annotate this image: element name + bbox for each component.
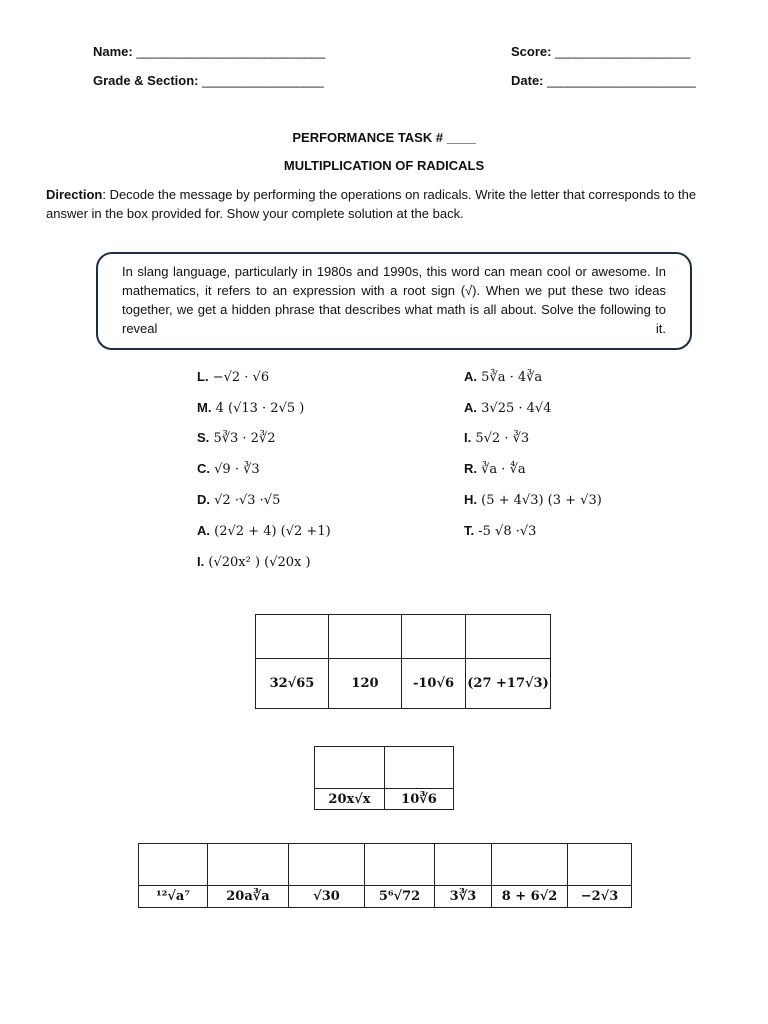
answer-table-3 (138, 843, 632, 908)
date-field[interactable] (511, 73, 695, 88)
problem-l (197, 369, 269, 385)
answer-value: 5⁶√72 (365, 886, 435, 908)
problem-t (464, 523, 536, 539)
direction-paragraph (46, 185, 718, 223)
intro-box (96, 252, 692, 350)
answer-value: 10∛6 (385, 789, 454, 810)
answer-value: -10√6 (402, 659, 466, 709)
answer-box[interactable] (315, 747, 385, 789)
problem-letter: M. (197, 400, 212, 415)
problem-i-right (464, 430, 529, 446)
name-field[interactable] (93, 44, 325, 59)
problem-expression: ∛a · ∜a (481, 462, 526, 477)
answer-box[interactable] (365, 844, 435, 886)
problem-letter: A. (464, 369, 477, 384)
answer-box[interactable] (139, 844, 208, 886)
problem-a-left (197, 523, 331, 539)
date-line: ______________________ (547, 73, 696, 88)
problem-h (464, 492, 602, 508)
date-label: Date: (511, 73, 544, 88)
problem-c (197, 461, 260, 477)
score-field[interactable] (511, 44, 690, 59)
answer-value: 20x√x (315, 789, 385, 810)
answer-value: ¹²√a⁷ (139, 886, 208, 908)
name-label: Name: (93, 44, 133, 59)
score-line: ____________________ (555, 44, 690, 59)
score-label: Score: (511, 44, 552, 59)
answer-box[interactable] (402, 615, 466, 659)
problem-letter: A. (197, 523, 210, 538)
answer-value: 8 + 6√2 (492, 886, 568, 908)
problem-expression: (2√2 + 4) (√2 +1) (214, 524, 331, 539)
problem-expression: 3√25 · 4√4 (481, 401, 552, 416)
problem-letter: I. (464, 430, 472, 445)
answer-box[interactable] (385, 747, 454, 789)
problem-expression: √2 ·√3 ·√5 (214, 493, 281, 508)
answer-box[interactable] (435, 844, 492, 886)
problem-i-left (197, 554, 311, 570)
problem-expression: 5∛a · 4∛a (481, 370, 543, 385)
problem-letter: L. (197, 369, 209, 384)
answer-box[interactable] (329, 615, 402, 659)
problem-letter: T. (464, 523, 475, 538)
problem-m (197, 400, 304, 416)
problem-letter: I. (197, 554, 205, 569)
problem-expression: √9 · ∛3 (214, 462, 260, 477)
answer-value: √30 (289, 886, 365, 908)
task-subtitle: MULTIPLICATION OF RADICALS (283, 158, 485, 173)
problem-a-right-1 (464, 369, 542, 385)
problem-expression: 5∛3 · 2∛2 (213, 431, 276, 446)
problem-letter: A. (464, 400, 477, 415)
problem-d (197, 492, 280, 508)
problem-letter: S. (197, 430, 210, 445)
answer-value: (27 +17√3) (466, 659, 551, 709)
answer-box[interactable] (256, 615, 329, 659)
answer-box[interactable] (568, 844, 632, 886)
problem-letter: R. (464, 461, 477, 476)
task-title: PERFORMANCE TASK # ____ (292, 130, 476, 145)
problem-expression: -5 √8 ·√3 (478, 524, 537, 539)
answer-value: 32√65 (256, 659, 329, 709)
grade-section-line: __________________ (202, 73, 324, 88)
answer-box[interactable] (208, 844, 289, 886)
problem-letter: H. (464, 492, 477, 507)
answer-table-2 (314, 746, 454, 810)
problem-expression: 4 (√13 · 2√5 ) (215, 401, 305, 416)
problem-a-right-2 (464, 400, 551, 416)
grade-section-label: Grade & Section: (93, 73, 199, 88)
answer-value: 20a∛a (208, 886, 289, 908)
name-line: ____________________________ (136, 44, 325, 59)
answer-box[interactable] (289, 844, 365, 886)
answer-value: −2√3 (568, 886, 632, 908)
answer-box[interactable] (492, 844, 568, 886)
problem-expression: (√20x² ) (√20x ) (208, 555, 311, 570)
problem-letter: C. (197, 461, 210, 476)
direction-label: Direction (46, 187, 103, 202)
problem-expression: (5 + 4√3) (3 + √3) (481, 493, 602, 508)
problem-expression: −√2 · √6 (212, 370, 270, 385)
grade-section-field[interactable] (93, 73, 323, 88)
intro-text: In slang language, particularly in 1980s and 1990s, this word can mean cool or awesome. In mathematics, it refers to an expression with a root sign (√). When we put these two ideas together, we get a hidden phrase that describes what math is all about. Solve the following to reveal it. (122, 264, 666, 336)
problem-r (464, 461, 526, 477)
direction-text: : Decode the message by performing the operations on radicals. Write the letter that corresponds to the answer in the box provided for. Show your complete solution at the back. (46, 187, 697, 221)
answer-table-1 (255, 614, 551, 709)
problem-expression: 5√2 · ∛3 (475, 431, 530, 446)
answer-box[interactable] (466, 615, 551, 659)
problem-letter: D. (197, 492, 210, 507)
answer-value: 3∛3 (435, 886, 492, 908)
answer-value: 120 (329, 659, 402, 709)
problem-s (197, 430, 276, 446)
